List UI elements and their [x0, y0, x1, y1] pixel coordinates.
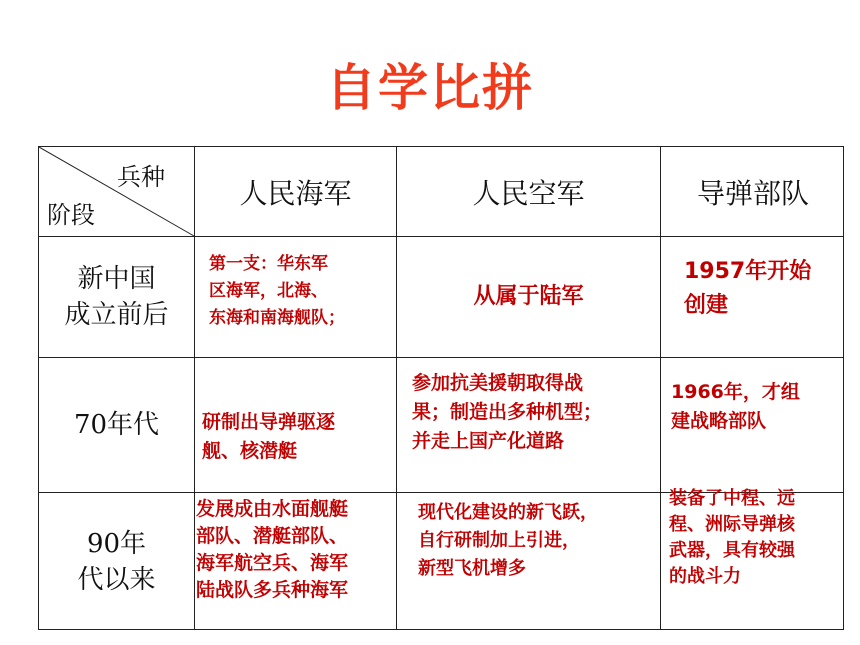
cell-air-70s: 参加抗美援朝取得战 果；制造出多种机型； 并走上国产化道路	[412, 372, 603, 452]
page-title: 自学比拼	[326, 59, 534, 117]
column-header-missile-force: 导弹部队	[696, 176, 809, 210]
cell-missile-70s: 1966年，才组 建战略部队	[671, 381, 800, 432]
corner-label-stage: 阶段	[47, 201, 95, 229]
cell-missile-founding: 1957年开始 创建	[684, 259, 812, 318]
column-header-navy: 人民海军	[239, 176, 352, 210]
cell-missile-90s: 装备了中程、远 程、洲际导弹核 武器，具有较强 的战斗力	[669, 488, 795, 587]
cell-air-90s: 现代化建设的新飞跃， 自行研制加上引进， 新型飞机增多	[418, 502, 598, 579]
column-header-air-force: 人民空军	[472, 176, 585, 210]
cell-air-founding: 从属于陆军	[473, 284, 584, 309]
row-header-founding: 新中国 成立前后	[64, 264, 169, 330]
row-header-90s: 90年 代以来	[77, 529, 156, 595]
cell-navy-founding: 第一支：华东军 区海军，北海、 东海和南海舰队；	[209, 254, 345, 328]
comparison-table	[38, 146, 844, 630]
cell-navy-70s: 研制出导弹驱逐 舰、核潜艇	[202, 411, 336, 462]
row-header-70s: 70年代	[73, 410, 160, 440]
corner-label-branch: 兵种	[117, 163, 165, 191]
cell-navy-90s: 发展成由水面舰艇 部队、潜艇部队、 海军航空兵、海军 陆战队多兵种海军	[196, 498, 349, 601]
